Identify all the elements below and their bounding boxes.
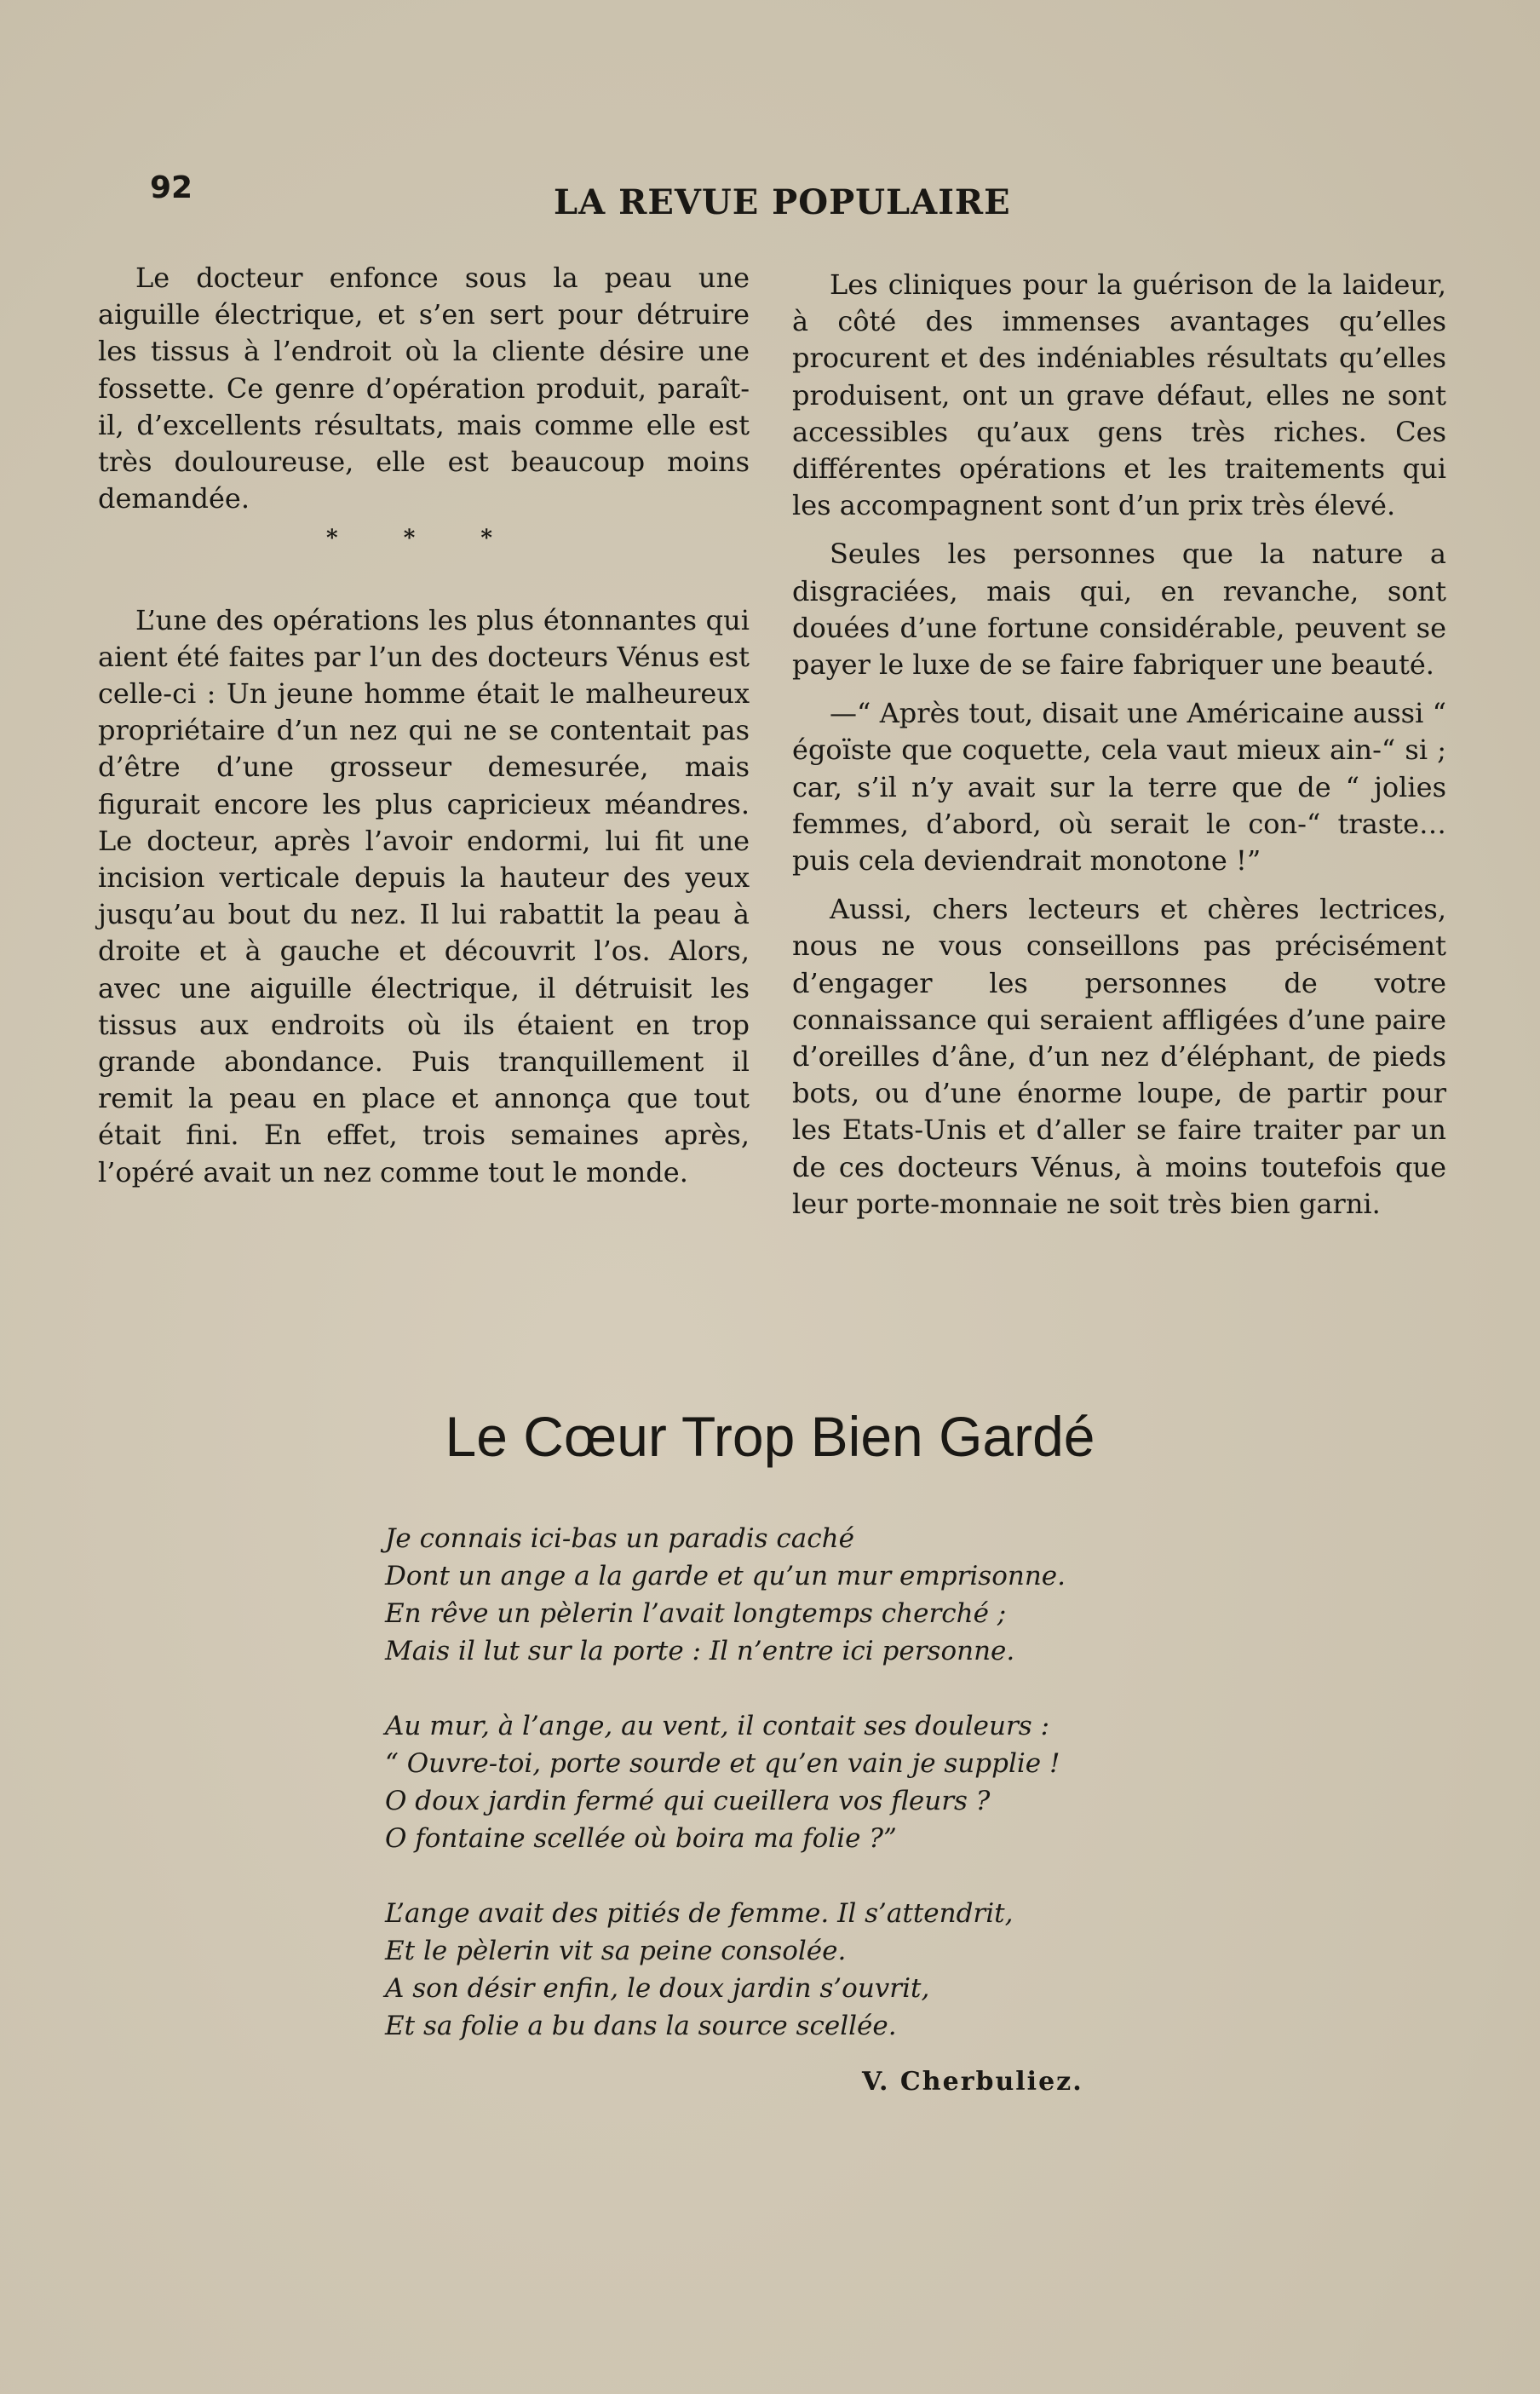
- right-column: [792, 267, 1446, 1223]
- poem-line: A son désir enfin, le doux jardin s’ouvrit,: [385, 1973, 930, 2004]
- poem-author: V. Cherbuliez.: [862, 2067, 1083, 2097]
- poem-line: Je connais ici-bas un paradis caché: [385, 1523, 854, 1554]
- left-column: [98, 260, 750, 1191]
- section-separator: * * *: [326, 526, 521, 552]
- poem-stanza-2: [385, 1707, 1322, 1857]
- page-number: 92: [150, 170, 193, 205]
- poem-line: Au mur, à l’ange, au vent, il contait ses douleurs :: [385, 1711, 1050, 1741]
- running-head: LA REVUE POPULAIRE: [554, 182, 1011, 222]
- poem-line: Et sa folie a bu dans la source scellée.: [385, 2011, 897, 2041]
- poem-line: O doux jardin fermé qui cueillera vos fleurs ?: [385, 1786, 991, 1816]
- poem-line: Mais il lut sur la porte : Il n’entre ici personne.: [385, 1636, 1015, 1666]
- poem-line: Dont un ange a la garde et qu’un mur emprisonne.: [385, 1561, 1066, 1591]
- right-paragraph-1: Les cliniques pour la guérison de la laideur, à côté des immenses avantages qu’elles procurent et des indéniables résultats qu’elles produisent, ont un grave défaut, elles ne sont accessibles qu’aux gens très riches. Ces différentes opérations et les traitements qui les accompagnent sont d’un prix très élevé.: [792, 268, 1446, 522]
- left-paragraph-1: Le docteur enfonce sous la peau une aiguille électrique, et s’en sert pour détruire les tissus à l’endroit où la cliente désire une fossette. Ce genre d’opération produit, paraît-il, d’excellents résultats, mais comme elle est très douloureuse, elle est beaucoup moins demandée.: [98, 262, 750, 515]
- poem-body: [385, 1520, 1322, 2082]
- right-paragraph-4: Aussi, chers lecteurs et chères lectrices, nous ne vous conseillons pas précisément d’engager les personnes de votre connaissance qui seraient affligées d’une paire d’oreilles d’âne, d’un nez d’éléphant, de pieds bots, ou d’une énorme loupe, de partir pour les Etats-Unis et d’aller se faire traiter par un de ces docteurs Vénus, à moins toutefois que leur porte-monnaie ne soit très bien garni.: [792, 893, 1446, 1220]
- poem-line: En rêve un pèlerin l’avait longtemps cherché ;: [385, 1598, 1007, 1629]
- right-paragraph-3: —“ Après tout, disait une Américaine aussi “ égoïste que coquette, cela vaut mieux ain-“ si ; car, s’il n’y avait sur la terre que de “ jolies femmes, d’abord, où serait le con-“ traste… puis cela deviendrait monotone !”: [792, 697, 1446, 878]
- poem-stanza-1: [385, 1520, 1322, 1670]
- left-paragraph-2: L’une des opérations les plus étonnantes qui aient été faites par l’un des docteurs Vénus est celle-ci : Un jeune homme était le malheureux propriétaire d’un nez qui ne se contentait pas d’être d’une grosseur demesurée, mais figurait encore les plus capricieux méandres. Le docteur, après l’avoir endormi, lui fit une incision verticale depuis la hauteur des yeux jusqu’au bout du nez. Il lui rabattit la peau à droite et à gauche et découvrit l’os. Alors, avec une aiguille électrique, il détruisit les tissus aux endroits où ils étaient en trop grande abondance. Puis tranquillement il remit la peau en place et annonça que tout était fini. En effet, trois semaines après, l’opéré avait un nez comme tout le monde.: [98, 603, 750, 1188]
- poem-line: O fontaine scellée où boira ma folie ?”: [385, 1823, 897, 1854]
- right-paragraph-2: Seules les personnes que la nature a disgraciées, mais qui, en revanche, sont douées d’une fortune considérable, peuvent se payer le luxe de se faire fabriquer une beauté.: [792, 538, 1446, 682]
- poem-line: “ Ouvre-toi, porte sourde et qu’en vain je supplie !: [385, 1748, 1060, 1779]
- poem-stanza-3: [385, 1895, 1322, 2045]
- poem-line: L’ange avait des pitiés de femme. Il s’attendrit,: [385, 1898, 1014, 1929]
- poem-line: Et le pèlerin vit sa peine consolée.: [385, 1936, 847, 1966]
- poem-title: Le Cœur Trop Bien Gardé: [445, 1405, 1095, 1468]
